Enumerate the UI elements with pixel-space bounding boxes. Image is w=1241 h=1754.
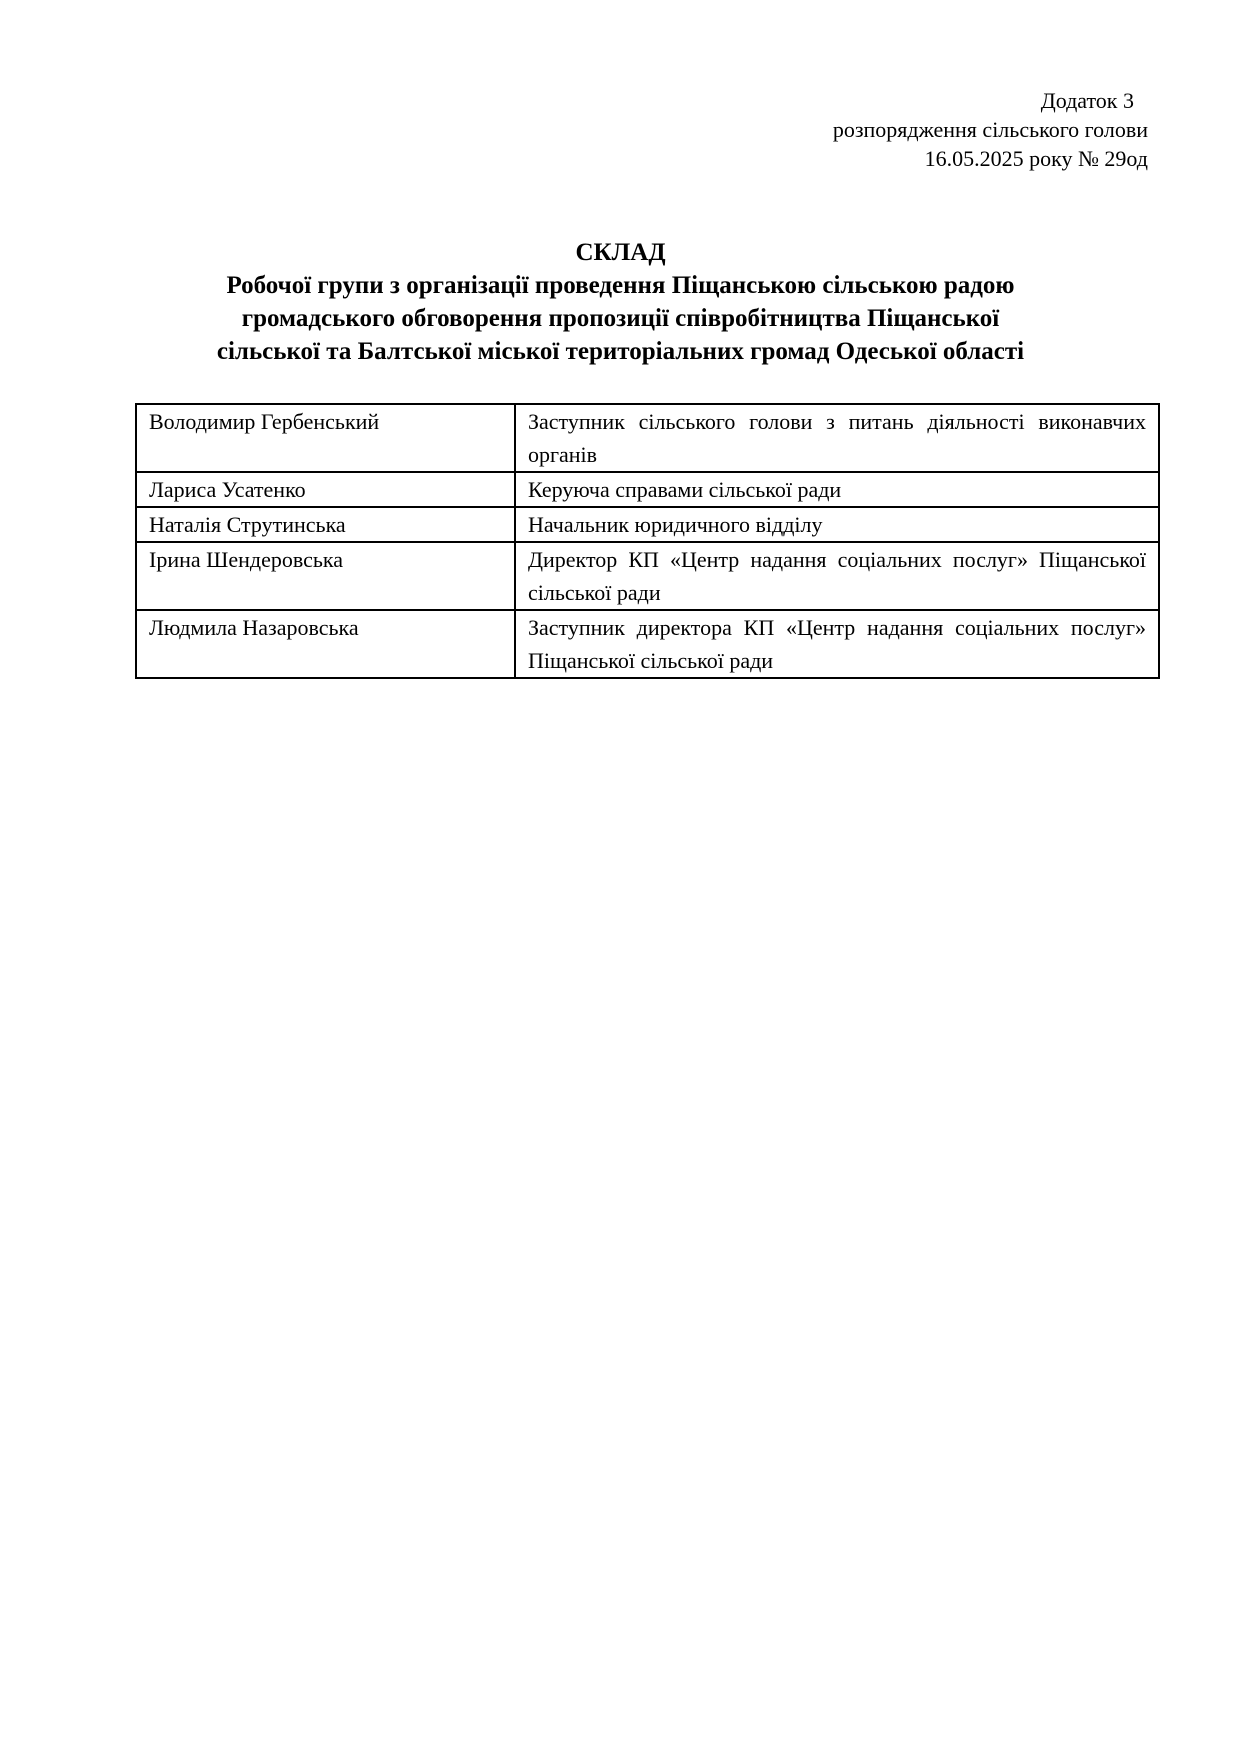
table-row — [136, 507, 1159, 542]
title-line-3: сільської та Балтської міської територіальних громад Одеської області — [216, 338, 1025, 365]
member-name: Людмила Назаровська — [136, 610, 515, 678]
member-name: Володимир Гербенський — [136, 404, 515, 472]
members-table — [135, 403, 1160, 679]
member-name: Наталія Струтинська — [136, 507, 515, 542]
member-role: Керуюча справами сільської ради — [515, 472, 1159, 507]
annex-header — [833, 86, 1148, 173]
title-line-2: громадського обговорення пропозиції співробітництва Піщанської — [241, 305, 1000, 332]
document-title — [0, 237, 1241, 368]
member-role: Директор КП «Центр надання соціальних послуг» Піщанської сільської ради — [515, 542, 1159, 610]
annex-number: Додаток 3 — [1040, 88, 1134, 113]
member-role: Заступник сільського голови з питань діяльності виконавчих органів — [515, 404, 1159, 472]
annex-order-date: 16.05.2025 року № 29од — [924, 146, 1148, 171]
annex-order-type: розпорядження сільського голови — [832, 117, 1148, 142]
member-role: Заступник директора КП «Центр надання соціальних послуг» Піщанської сільської ради — [515, 610, 1159, 678]
member-name: Лариса Усатенко — [136, 472, 515, 507]
member-role: Начальник юридичного відділу — [515, 507, 1159, 542]
table-row — [136, 542, 1159, 610]
title-main: СКЛАД — [575, 239, 666, 266]
title-line-1: Робочої групи з організації проведення Піщанською сільською радою — [226, 272, 1015, 299]
member-name: Ірина Шендеровська — [136, 542, 515, 610]
table-row — [136, 472, 1159, 507]
table-row — [136, 610, 1159, 678]
table-row — [136, 404, 1159, 472]
